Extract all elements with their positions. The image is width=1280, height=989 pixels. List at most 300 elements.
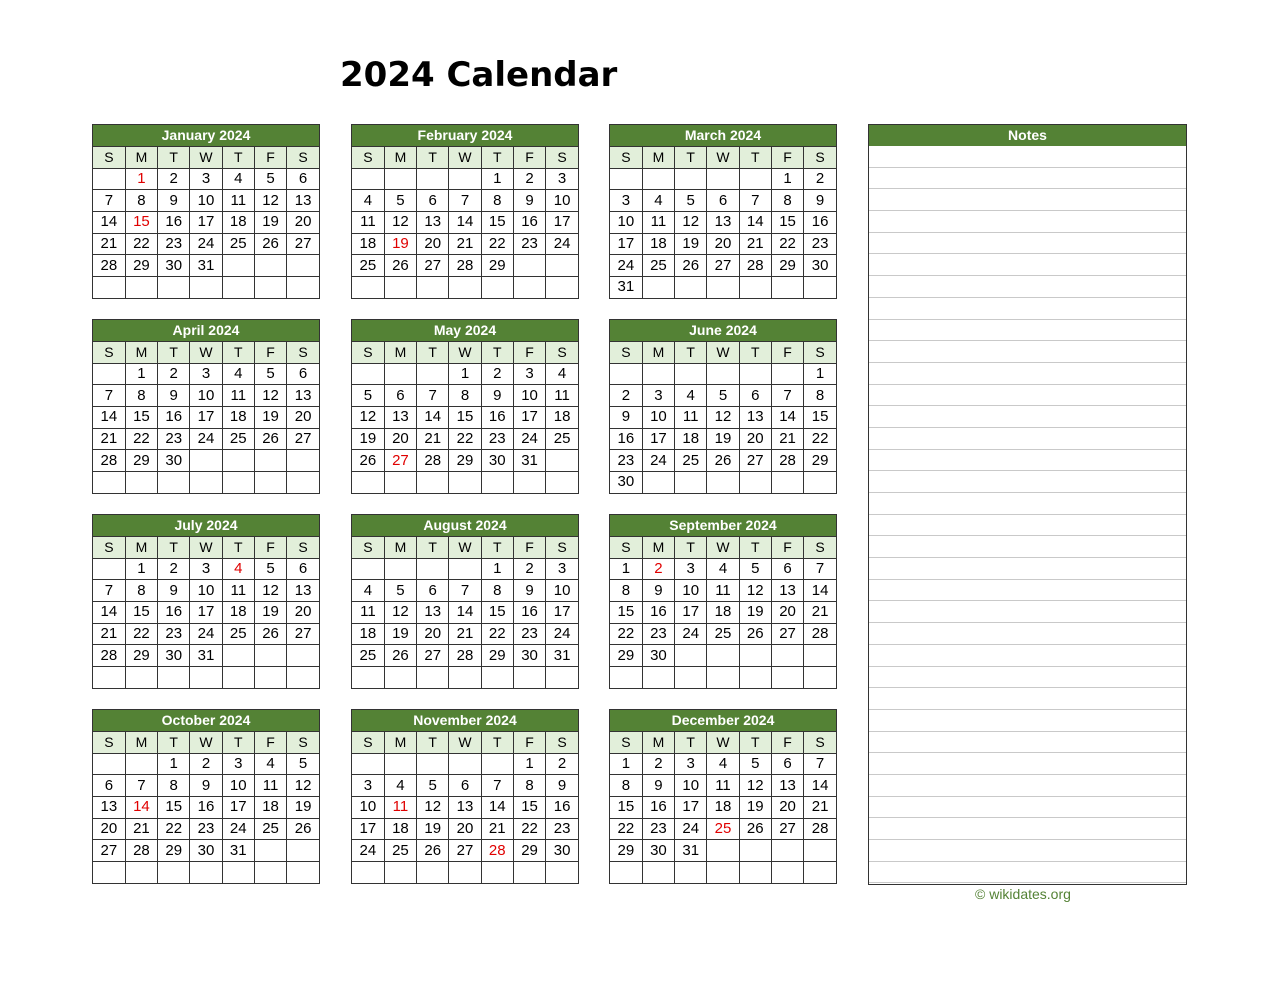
notes-line [869, 168, 1186, 190]
day-cell [675, 168, 707, 190]
day-cell: 13 [739, 407, 771, 429]
day-cell: 13 [287, 190, 319, 212]
day-cell [287, 862, 319, 883]
weekday-header-row [93, 537, 319, 558]
day-cell [254, 277, 286, 298]
day-cell [352, 277, 384, 298]
day-cell: 1 [481, 558, 513, 580]
day-cell: 1 [513, 753, 545, 775]
day-cell: 29 [804, 450, 836, 472]
day-cell: 7 [771, 385, 803, 407]
day-cell [254, 255, 286, 277]
day-cell: 15 [610, 602, 642, 624]
month-title: August 2024 [352, 515, 578, 537]
week-row [352, 363, 578, 385]
day-cell: 14 [417, 407, 449, 429]
day-cell: 16 [481, 407, 513, 429]
day-cell: 12 [287, 775, 319, 797]
day-cell [610, 667, 642, 688]
day-cell: 5 [384, 190, 416, 212]
day-cell [125, 862, 157, 883]
day-cell: 1 [481, 168, 513, 190]
month-grid [610, 342, 836, 493]
weekday-header-row [610, 342, 836, 363]
day-cell: 11 [352, 212, 384, 234]
day-cell: 5 [707, 385, 739, 407]
day-cell: 14 [93, 212, 125, 234]
weekday-label: T [158, 732, 190, 753]
month-grid [352, 537, 578, 688]
day-cell [546, 862, 578, 883]
day-cell [254, 862, 286, 883]
week-row [610, 363, 836, 385]
day-cell: 22 [158, 818, 190, 840]
weekday-label: T [417, 732, 449, 753]
day-cell [287, 667, 319, 688]
day-cell: 10 [675, 775, 707, 797]
week-row [93, 840, 319, 862]
day-cell: 14 [449, 212, 481, 234]
day-cell [739, 840, 771, 862]
day-cell: 20 [287, 602, 319, 624]
week-row [93, 558, 319, 580]
day-cell: 18 [546, 407, 578, 429]
day-cell [93, 558, 125, 580]
day-cell: 9 [513, 190, 545, 212]
week-row [352, 472, 578, 493]
day-cell: 11 [352, 602, 384, 624]
day-cell: 6 [417, 190, 449, 212]
week-row [352, 428, 578, 450]
weekday-label: M [384, 342, 416, 363]
week-row [610, 667, 836, 688]
month-title: February 2024 [352, 125, 578, 147]
day-cell [254, 472, 286, 493]
day-cell: 23 [513, 623, 545, 645]
day-cell: 2 [158, 363, 190, 385]
day-cell: 30 [610, 472, 642, 493]
day-cell [190, 450, 222, 472]
day-cell: 28 [449, 255, 481, 277]
day-cell: 9 [481, 385, 513, 407]
weekday-label: T [481, 537, 513, 558]
notes-line [869, 580, 1186, 602]
day-cell: 9 [158, 385, 190, 407]
day-cell: 6 [771, 558, 803, 580]
day-cell: 27 [384, 450, 416, 472]
day-cell [352, 168, 384, 190]
day-cell [352, 667, 384, 688]
day-cell [222, 862, 254, 883]
week-row [610, 558, 836, 580]
day-cell: 8 [125, 385, 157, 407]
weekday-header-row [610, 732, 836, 753]
day-cell: 18 [222, 602, 254, 624]
day-cell: 2 [481, 363, 513, 385]
weekday-label: M [125, 342, 157, 363]
week-row [93, 797, 319, 819]
day-cell: 21 [804, 797, 836, 819]
month-title: October 2024 [93, 710, 319, 732]
weekday-header-row [352, 732, 578, 753]
week-row [352, 753, 578, 775]
weekday-label: S [610, 732, 642, 753]
weekday-header-row [93, 342, 319, 363]
week-row [93, 212, 319, 234]
day-cell: 7 [804, 558, 836, 580]
notes-lines [869, 146, 1186, 883]
weekday-label: T [739, 537, 771, 558]
day-cell: 19 [254, 212, 286, 234]
day-cell: 26 [287, 818, 319, 840]
week-row [610, 753, 836, 775]
weekday-label: F [254, 732, 286, 753]
day-cell: 5 [287, 753, 319, 775]
day-cell: 25 [352, 255, 384, 277]
day-cell: 14 [93, 407, 125, 429]
day-cell: 23 [513, 233, 545, 255]
weekday-label: M [384, 732, 416, 753]
day-cell: 29 [449, 450, 481, 472]
day-cell [352, 753, 384, 775]
day-cell: 13 [449, 797, 481, 819]
week-row [93, 363, 319, 385]
day-cell: 27 [93, 840, 125, 862]
day-cell: 10 [513, 385, 545, 407]
week-row [352, 233, 578, 255]
day-cell [642, 277, 674, 298]
weekday-label: M [384, 147, 416, 168]
day-cell [642, 363, 674, 385]
day-cell [610, 363, 642, 385]
day-cell [675, 667, 707, 688]
day-cell: 10 [642, 407, 674, 429]
day-cell: 26 [739, 623, 771, 645]
day-cell: 7 [93, 385, 125, 407]
weekday-label: T [222, 732, 254, 753]
day-cell: 20 [93, 818, 125, 840]
day-cell: 4 [222, 363, 254, 385]
notes-line [869, 515, 1186, 537]
day-cell: 11 [707, 775, 739, 797]
day-cell: 25 [675, 450, 707, 472]
day-cell: 1 [610, 753, 642, 775]
week-row [93, 277, 319, 298]
day-cell: 19 [739, 602, 771, 624]
day-cell: 18 [675, 428, 707, 450]
day-cell [513, 862, 545, 883]
day-cell: 3 [222, 753, 254, 775]
day-cell: 22 [610, 818, 642, 840]
weekday-label: W [449, 732, 481, 753]
day-cell: 24 [352, 840, 384, 862]
day-cell [254, 667, 286, 688]
day-cell: 24 [675, 623, 707, 645]
day-cell: 18 [384, 818, 416, 840]
day-cell [222, 645, 254, 667]
day-cell: 26 [254, 233, 286, 255]
day-cell: 19 [417, 818, 449, 840]
day-cell: 10 [222, 775, 254, 797]
month-block [92, 319, 320, 494]
month-block [351, 319, 579, 494]
week-row [352, 818, 578, 840]
day-cell [481, 277, 513, 298]
day-cell: 7 [739, 190, 771, 212]
day-cell [707, 667, 739, 688]
day-cell: 19 [254, 602, 286, 624]
week-row [610, 580, 836, 602]
day-cell [93, 667, 125, 688]
day-cell: 3 [190, 168, 222, 190]
day-cell: 4 [352, 580, 384, 602]
day-cell: 21 [125, 818, 157, 840]
day-cell: 24 [190, 623, 222, 645]
day-cell [125, 277, 157, 298]
day-cell: 7 [93, 190, 125, 212]
week-row [93, 190, 319, 212]
day-cell: 14 [804, 580, 836, 602]
weekday-label: F [771, 537, 803, 558]
day-cell: 25 [642, 255, 674, 277]
day-cell: 11 [384, 797, 416, 819]
day-cell: 11 [642, 212, 674, 234]
day-cell: 14 [481, 797, 513, 819]
week-row [93, 602, 319, 624]
day-cell: 23 [610, 450, 642, 472]
day-cell: 23 [190, 818, 222, 840]
day-cell [804, 472, 836, 493]
day-cell [93, 472, 125, 493]
day-cell: 1 [158, 753, 190, 775]
day-cell: 2 [158, 558, 190, 580]
day-cell: 23 [158, 233, 190, 255]
day-cell [739, 277, 771, 298]
day-cell: 3 [352, 775, 384, 797]
day-cell: 4 [384, 775, 416, 797]
day-cell: 27 [771, 818, 803, 840]
day-cell: 20 [384, 428, 416, 450]
day-cell: 16 [610, 428, 642, 450]
day-cell [642, 862, 674, 883]
day-cell: 12 [254, 580, 286, 602]
day-cell [449, 277, 481, 298]
weekday-header-row [93, 732, 319, 753]
day-cell [222, 667, 254, 688]
week-row [93, 407, 319, 429]
day-cell: 5 [417, 775, 449, 797]
day-cell: 8 [610, 580, 642, 602]
weekday-label: F [513, 537, 545, 558]
day-cell [513, 255, 545, 277]
day-cell [513, 472, 545, 493]
day-cell [804, 840, 836, 862]
day-cell: 24 [190, 428, 222, 450]
day-cell: 5 [254, 558, 286, 580]
week-row [352, 450, 578, 472]
day-cell: 18 [707, 602, 739, 624]
month-block [92, 514, 320, 689]
month-block [609, 514, 837, 689]
day-cell: 1 [449, 363, 481, 385]
day-cell [190, 277, 222, 298]
day-cell: 14 [771, 407, 803, 429]
day-cell: 23 [642, 818, 674, 840]
week-row [352, 558, 578, 580]
weekday-label: S [287, 732, 319, 753]
notes-line [869, 233, 1186, 255]
day-cell: 17 [675, 797, 707, 819]
day-cell: 16 [190, 797, 222, 819]
day-cell: 12 [707, 407, 739, 429]
week-row [93, 450, 319, 472]
day-cell: 10 [610, 212, 642, 234]
week-row [610, 818, 836, 840]
day-cell [610, 168, 642, 190]
day-cell: 21 [93, 428, 125, 450]
day-cell: 8 [158, 775, 190, 797]
day-cell: 6 [449, 775, 481, 797]
weekday-label: S [352, 342, 384, 363]
day-cell [739, 168, 771, 190]
day-cell: 12 [254, 385, 286, 407]
day-cell: 20 [449, 818, 481, 840]
day-cell: 26 [352, 450, 384, 472]
weekday-label: S [93, 732, 125, 753]
day-cell [352, 472, 384, 493]
week-row [610, 255, 836, 277]
day-cell [384, 472, 416, 493]
day-cell: 22 [125, 233, 157, 255]
weekday-label: F [771, 342, 803, 363]
day-cell: 8 [771, 190, 803, 212]
weekday-label: W [449, 537, 481, 558]
day-cell: 28 [771, 450, 803, 472]
day-cell: 3 [642, 385, 674, 407]
week-row [93, 645, 319, 667]
weekday-label: S [610, 342, 642, 363]
day-cell: 24 [610, 255, 642, 277]
day-cell: 16 [513, 602, 545, 624]
day-cell [707, 862, 739, 883]
day-cell: 6 [384, 385, 416, 407]
day-cell [417, 472, 449, 493]
day-cell [546, 277, 578, 298]
day-cell [739, 472, 771, 493]
day-cell: 31 [546, 645, 578, 667]
day-cell: 5 [675, 190, 707, 212]
weekday-label: T [481, 342, 513, 363]
day-cell: 23 [642, 623, 674, 645]
day-cell: 18 [222, 212, 254, 234]
weekday-label: S [93, 537, 125, 558]
day-cell [739, 667, 771, 688]
day-cell: 19 [384, 233, 416, 255]
month-block [609, 319, 837, 494]
day-cell: 1 [125, 168, 157, 190]
day-cell [158, 667, 190, 688]
day-cell: 4 [707, 753, 739, 775]
day-cell: 14 [804, 775, 836, 797]
week-row [93, 818, 319, 840]
day-cell: 21 [449, 623, 481, 645]
day-cell [804, 277, 836, 298]
day-cell: 5 [384, 580, 416, 602]
week-row [610, 623, 836, 645]
day-cell: 20 [739, 428, 771, 450]
day-cell [125, 753, 157, 775]
day-cell [384, 277, 416, 298]
day-cell: 17 [222, 797, 254, 819]
week-row [352, 168, 578, 190]
weekday-label: S [610, 147, 642, 168]
day-cell: 10 [352, 797, 384, 819]
day-cell: 17 [642, 428, 674, 450]
day-cell: 29 [610, 840, 642, 862]
month-title: November 2024 [352, 710, 578, 732]
day-cell [190, 862, 222, 883]
day-cell [642, 168, 674, 190]
day-cell [675, 363, 707, 385]
day-cell: 18 [222, 407, 254, 429]
day-cell: 3 [675, 753, 707, 775]
day-cell: 15 [804, 407, 836, 429]
day-cell: 9 [546, 775, 578, 797]
day-cell: 7 [804, 753, 836, 775]
month-grid [93, 147, 319, 298]
day-cell: 21 [771, 428, 803, 450]
month-title: April 2024 [93, 320, 319, 342]
day-cell: 21 [739, 233, 771, 255]
day-cell: 18 [707, 797, 739, 819]
day-cell: 27 [707, 255, 739, 277]
week-row [610, 212, 836, 234]
day-cell: 25 [707, 623, 739, 645]
day-cell: 17 [190, 602, 222, 624]
day-cell: 9 [642, 580, 674, 602]
week-row [93, 862, 319, 883]
month-block [92, 124, 320, 299]
day-cell: 14 [739, 212, 771, 234]
day-cell [417, 363, 449, 385]
week-row [352, 190, 578, 212]
day-cell: 16 [513, 212, 545, 234]
day-cell [610, 862, 642, 883]
day-cell: 31 [513, 450, 545, 472]
notes-line [869, 797, 1186, 819]
day-cell: 11 [222, 580, 254, 602]
week-row [352, 407, 578, 429]
day-cell: 27 [417, 645, 449, 667]
weekday-label: W [449, 147, 481, 168]
day-cell: 14 [93, 602, 125, 624]
week-row [93, 623, 319, 645]
month-grid [93, 342, 319, 493]
month-block [351, 124, 579, 299]
page-title: 2024 Calendar [340, 55, 618, 95]
day-cell: 25 [352, 645, 384, 667]
day-cell: 18 [642, 233, 674, 255]
day-cell: 23 [804, 233, 836, 255]
day-cell: 3 [610, 190, 642, 212]
day-cell [287, 472, 319, 493]
day-cell: 20 [417, 623, 449, 645]
week-row [93, 472, 319, 493]
month-title: March 2024 [610, 125, 836, 147]
day-cell: 29 [513, 840, 545, 862]
day-cell: 19 [254, 407, 286, 429]
day-cell: 12 [384, 602, 416, 624]
